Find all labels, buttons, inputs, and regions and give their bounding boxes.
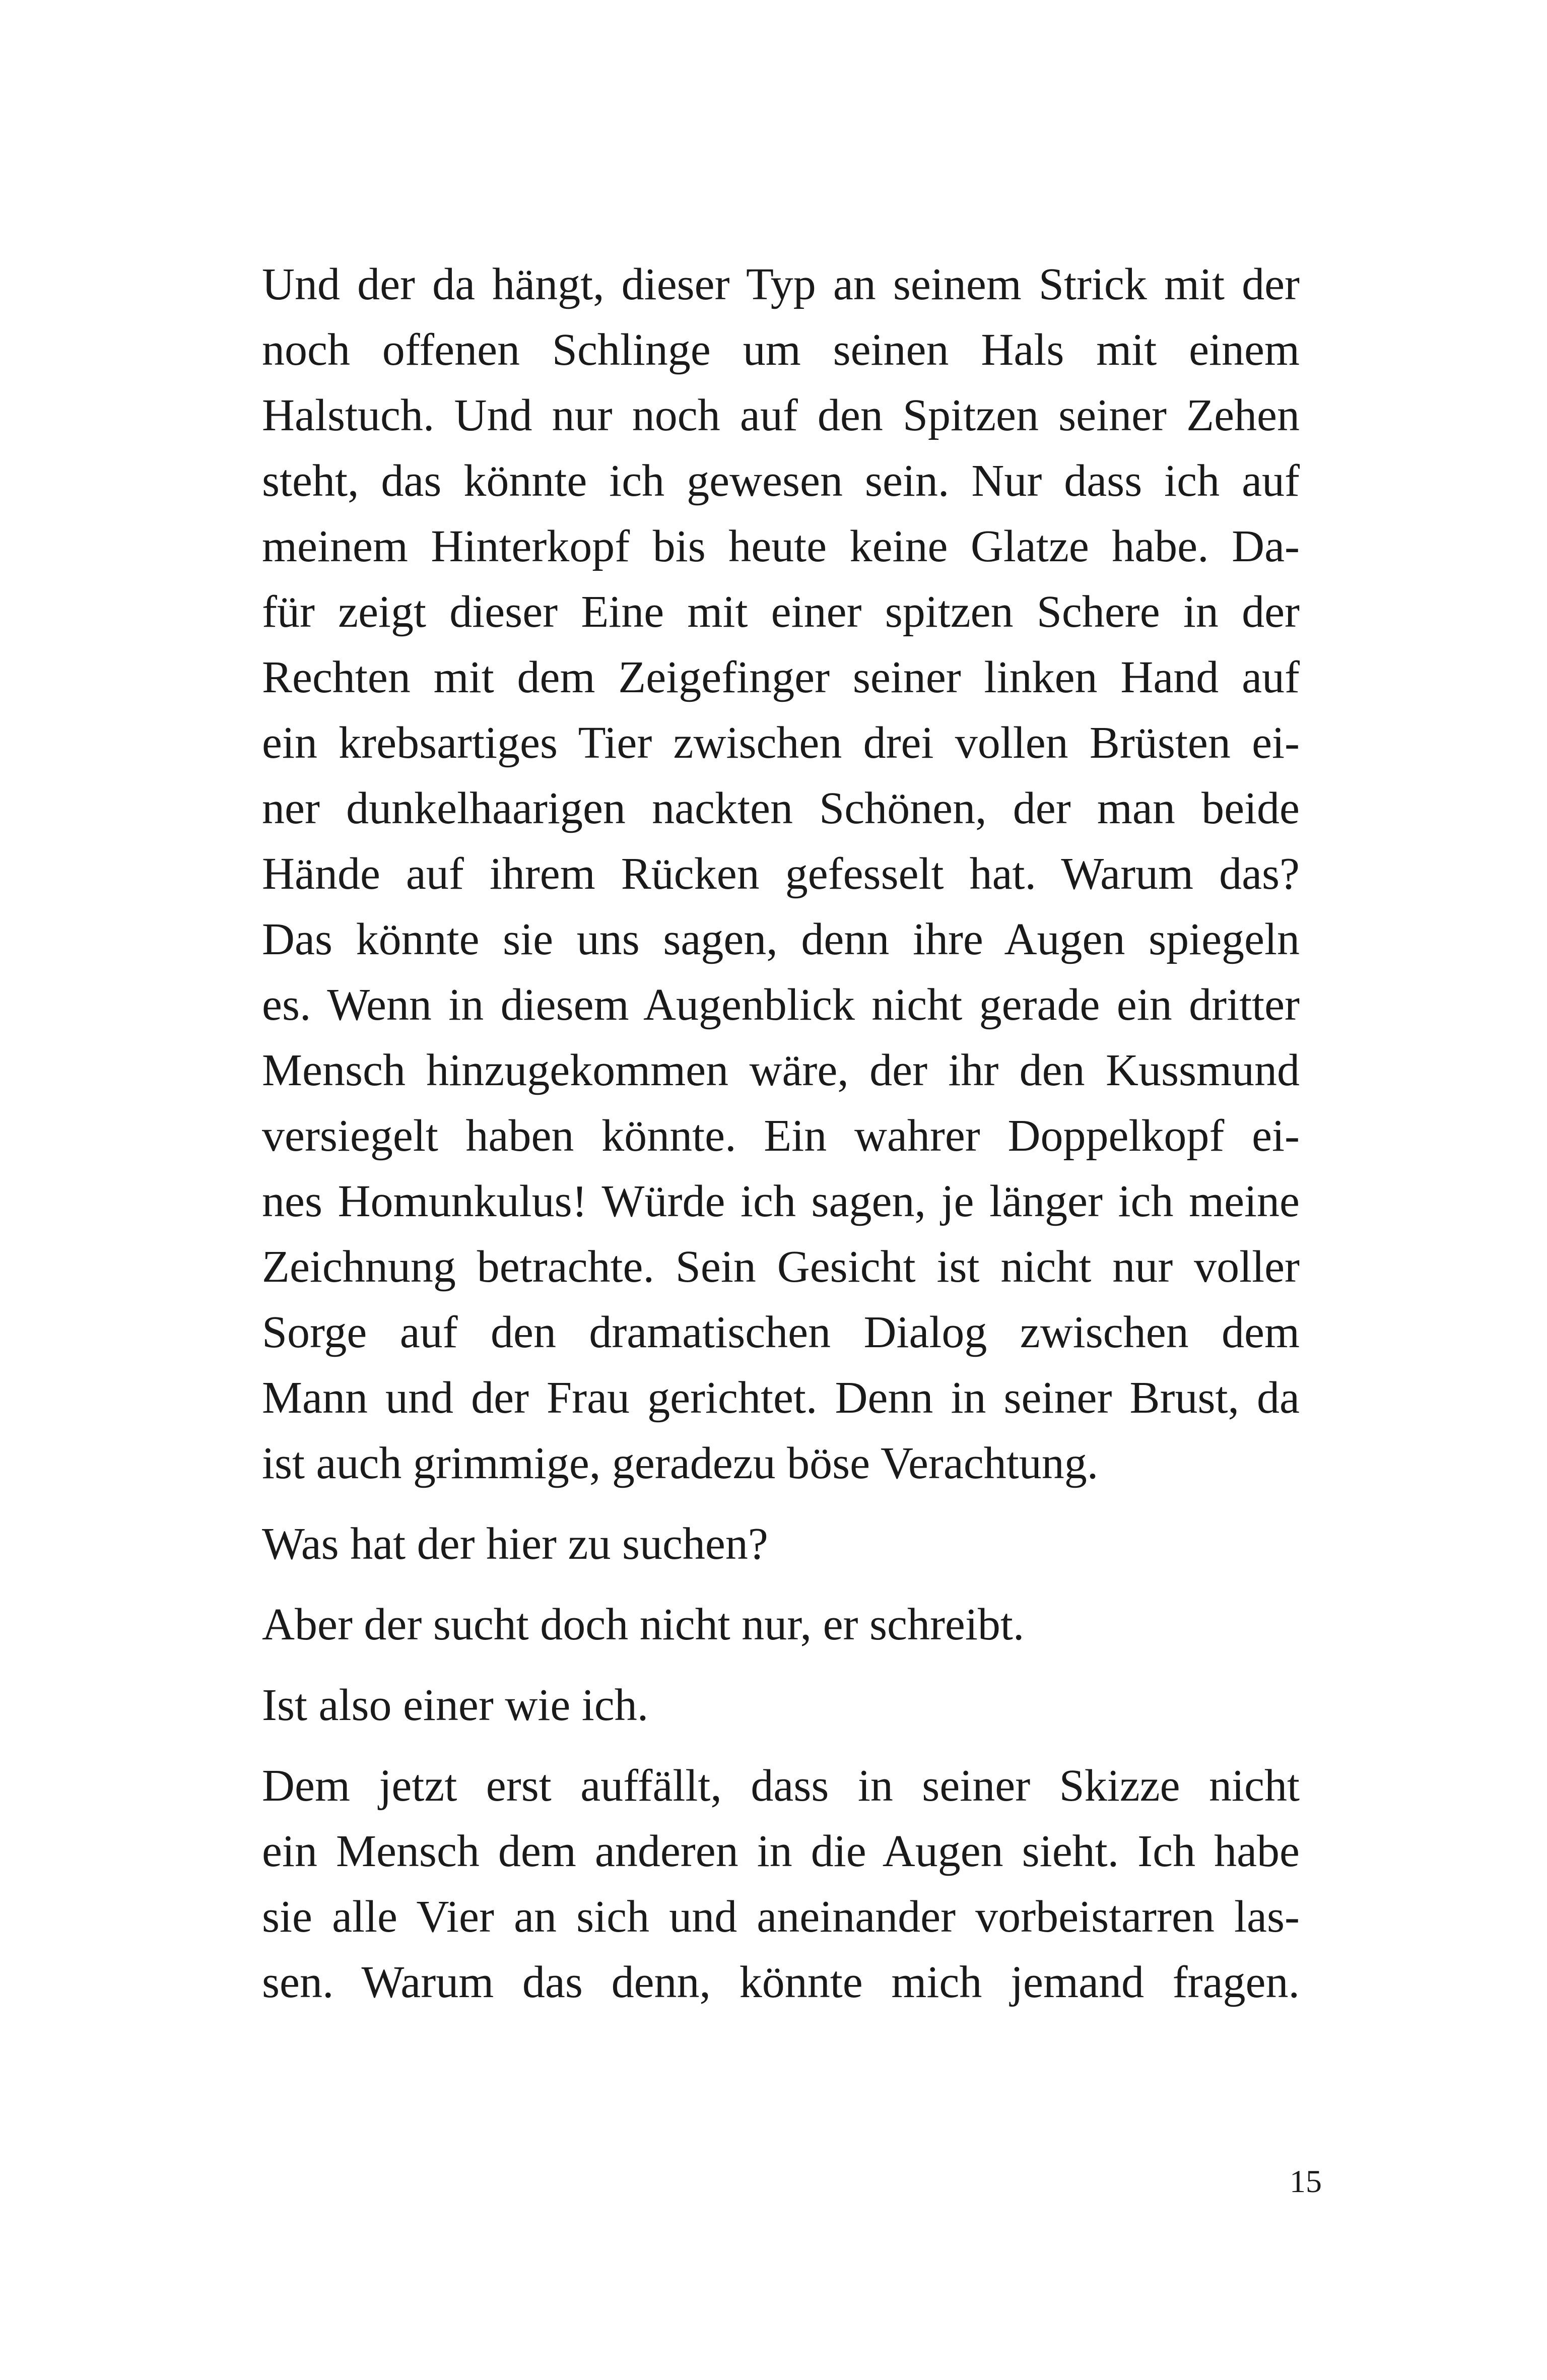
paragraph-gap — [262, 1658, 1300, 1673]
text-line: Hände auf ihrem Rücken gefesselt hat. Warum das? — [262, 849, 1300, 899]
body-text — [262, 252, 1300, 2015]
text-line: ner dunkelhaarigen nackten Schönen, der man beide — [262, 783, 1300, 833]
text-line: versiegelt haben könnte. Ein wahrer Doppelkopf ei- — [262, 1111, 1300, 1161]
paragraph-gap — [262, 1577, 1300, 1592]
text-line: Und der da hängt, dieser Typ an seinem Strick mit der — [262, 259, 1300, 309]
text-line: Mensch hinzugekommen wäre, der ihr den Kussmund — [262, 1045, 1300, 1095]
text-line: Ist also einer wie ich. — [262, 1680, 649, 1730]
text-line: sie alle Vier an sich und aneinander vorbeistarren las- — [262, 1892, 1300, 1942]
text-line: ein krebsartiges Tier zwischen drei vollen Brüsten ei- — [262, 718, 1300, 768]
text-line: es. Wenn in diesem Augenblick nicht gerade ein dritter — [262, 980, 1300, 1030]
paragraph-1 — [262, 252, 1300, 1496]
text-line: Sorge auf den dramatischen Dialog zwischen dem — [262, 1307, 1300, 1357]
paragraph-2 — [262, 1511, 1300, 1577]
paragraph-3 — [262, 1592, 1300, 1658]
text-line: Halstuch. Und nur noch auf den Spitzen seiner Zehen — [262, 390, 1300, 440]
text-line: ist auch grimmige, geradezu böse Verachtung. — [262, 1438, 1099, 1488]
page-number: 15 — [1290, 2163, 1322, 2199]
text-line: Rechten mit dem Zeigefinger seiner linken Hand auf — [262, 652, 1300, 702]
text-line: Mann und der Frau gerichtet. Denn in seiner Brust, da — [262, 1373, 1300, 1423]
text-line: meinem Hinterkopf bis heute keine Glatze habe. Da- — [262, 521, 1300, 571]
text-line: noch offenen Schlinge um seinen Hals mit einem — [262, 325, 1300, 375]
text-line: für zeigt dieser Eine mit einer spitzen Schere in der — [262, 587, 1300, 637]
text-line: Zeichnung betrachte. Sein Gesicht ist nicht nur voller — [262, 1242, 1300, 1292]
text-line: ein Mensch dem anderen in die Augen sieht. Ich habe — [262, 1826, 1300, 1876]
text-line: Das könnte sie uns sagen, denn ihre Augen spiegeln — [262, 914, 1300, 964]
paragraph-gap — [262, 1496, 1300, 1511]
text-line: Was hat der hier zu suchen? — [262, 1519, 768, 1569]
paragraph-5 — [262, 1753, 1300, 2015]
paragraph-4 — [262, 1673, 1300, 1738]
text-line: sen. Warum das denn, könnte mich jemand fragen. — [262, 1957, 1300, 2007]
text-line: steht, das könnte ich gewesen sein. Nur dass ich auf — [262, 456, 1300, 506]
text-line: Aber der sucht doch nicht nur, er schreibt. — [262, 1600, 1025, 1649]
paragraph-gap — [262, 1738, 1300, 1753]
text-line: Dem jetzt erst auffällt, dass in seiner Skizze nicht — [262, 1761, 1300, 1811]
text-line: nes Homunkulus! Würde ich sagen, je länger ich meine — [262, 1176, 1300, 1226]
